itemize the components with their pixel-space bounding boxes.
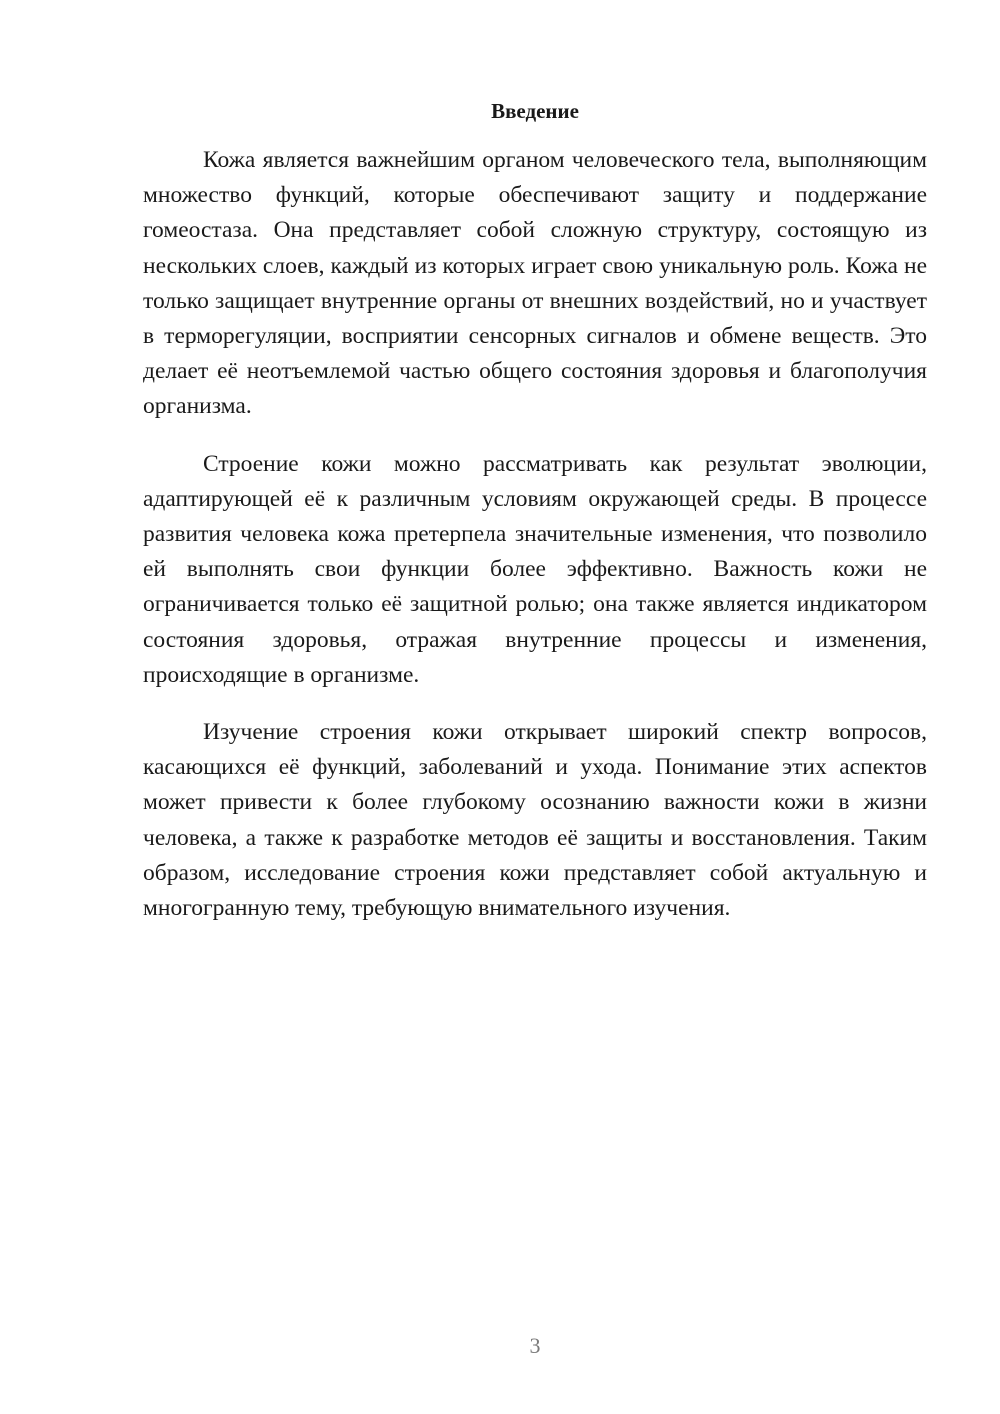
page-title: Введение: [491, 99, 579, 123]
body-text: [143, 143, 927, 948]
paragraph-2: Строение кожи можно рассматривать как результат эволюции, адаптирующей её к различным условиям окружающей среды. В процессе развития человека кожа претерпела значительные изменения, что позволило ей выполнять свои функции более эффективно. Важность кожи не ограничивается только её защитной ролью; она также является индикатором состояния здоровья, отражая внутренние процессы и изменения, происходящие в организме.: [143, 450, 927, 688]
paragraph-3: Изучение строения кожи открывает широкий спектр вопросов, касающихся её функций, заболеваний и ухода. Понимание этих аспектов может привести к более глубокому осознанию важности кожи в жизни человека, а также к разработке методов её защиты и восстановления. Таким образом, исследование строения кожи представляет собой актуальную и многогранную тему, требующую внимательного изучения.: [143, 719, 927, 922]
paragraph-1: Кожа является важнейшим органом человеческого тела, выполняющим множество функций, которые обеспечивают защиту и поддержание гомеостаза. Она представляет собой сложную структуру, состоящую из нескольких слоев, каждый из которых играет свою уникальную роль. Кожа не только защищает внутренние органы от внешних воздействий, но и участвует в терморегуляции, восприятии сенсорных сигналов и обмене веществ. Это делает её неотъемлемой частью общего состояния здоровья и благополучия организма.: [143, 147, 927, 420]
page-number: 3: [529, 1333, 541, 1358]
